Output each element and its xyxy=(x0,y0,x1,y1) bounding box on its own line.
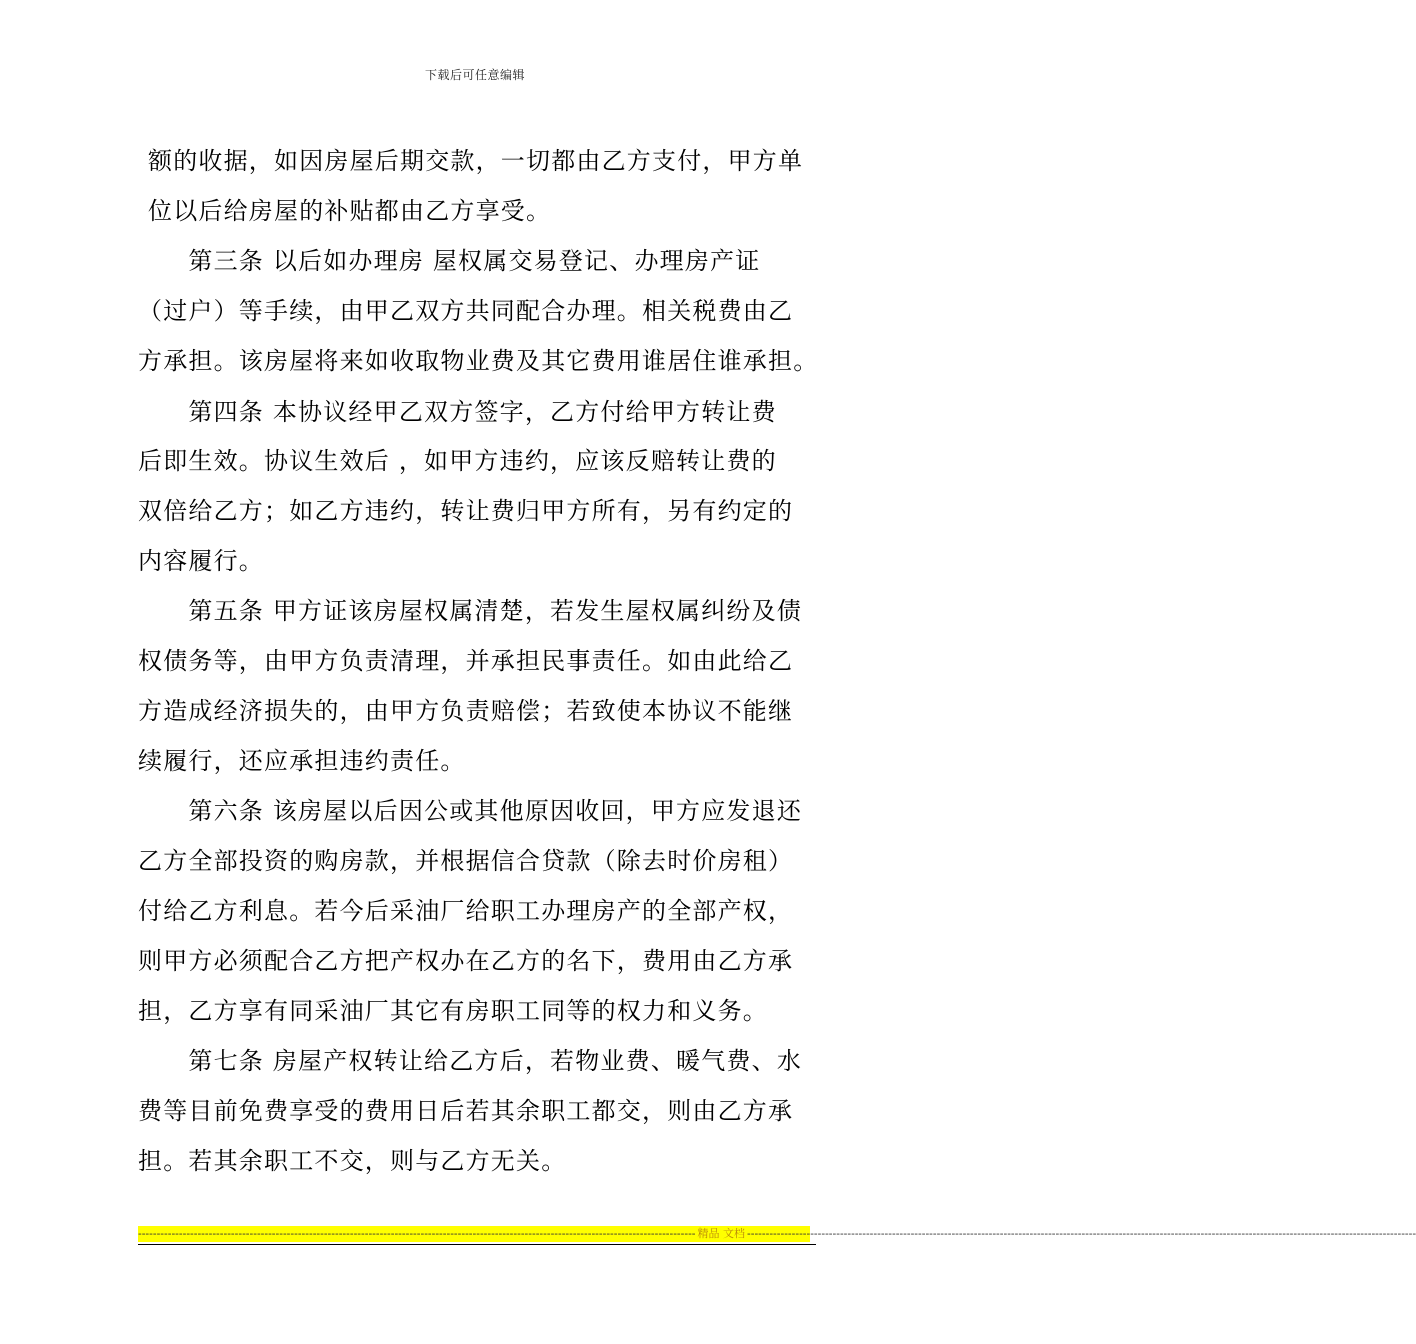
text-line: 第六条 该房屋以后因公或其他原因收回，甲方应发退还 xyxy=(138,797,803,825)
text-line: 续履行，还应承担违约责任。 xyxy=(138,747,466,775)
text-line: 权债务等，由甲方负责清理，并承担民事责任。如由此给乙 xyxy=(138,647,794,675)
text-line: 后即生效。协议生效后 ，如甲方违约，应该反赔转让费的 xyxy=(138,447,777,475)
text-line: 则甲方必须配合乙方把产权办在乙方的名下，费用由乙方承 xyxy=(138,947,794,975)
text-line: 付给乙方利息。若今后采油厂给职工办理房产的全部产权， xyxy=(138,897,794,925)
footer-divider xyxy=(138,1244,816,1245)
footer-bar xyxy=(138,1226,1416,1242)
text-line: 担。若其余职工不交，则与乙方无关。 xyxy=(138,1147,567,1175)
text-line: 第三条 以后如办理房 屋权属交易登记、办理房产证 xyxy=(138,247,761,275)
text-line: 乙方全部投资的购房款，并根据信合贷款（除去时价房租） xyxy=(138,847,794,875)
text-line: 方承担。该房屋将来如收取物业费及其它费用谁居住谁承担。 xyxy=(138,347,819,375)
footer-label: 精品 文档 xyxy=(697,1227,746,1240)
footer-dash-right: ------------------------------------------------------------------------------------------------------------------------------------------------------------------------------------ xyxy=(747,1227,1416,1240)
text-line: 第五条 甲方证该房屋权属清楚，若发生屋权属纠纷及债 xyxy=(138,597,803,625)
header-note: 下载后可任意编辑 xyxy=(424,68,525,82)
text-line: 位以后给房屋的补贴都由乙方享受。 xyxy=(148,197,552,225)
footer-dash-left: ------------------------------------------------------------------------------------------------------------------------------------------------------ xyxy=(138,1227,696,1240)
text-line: 担，乙方享有同采油厂其它有房职工同等的权力和义务。 xyxy=(138,997,768,1025)
text-line: 第七条 房屋产权转让给乙方后，若物业费、暖气费、水 xyxy=(138,1047,803,1075)
text-line: 内容履行。 xyxy=(138,547,264,575)
text-line: （过户）等手续，由甲乙双方共同配合办理。相关税费由乙 xyxy=(138,297,794,325)
text-line: 额的收据，如因房屋后期交款，一切都由乙方支付，甲方单 xyxy=(148,147,804,175)
text-line: 方造成经济损失的，由甲方负责赔偿；若致使本协议不能继 xyxy=(138,697,794,725)
text-line: 第四条 本协议经甲乙双方签字，乙方付给甲方转让费 xyxy=(138,398,777,426)
text-line: 双倍给乙方；如乙方违约，转让费归甲方所有，另有约定的 xyxy=(138,497,794,525)
text-line: 费等目前免费享受的费用日后若其余职工都交，则由乙方承 xyxy=(138,1097,794,1125)
